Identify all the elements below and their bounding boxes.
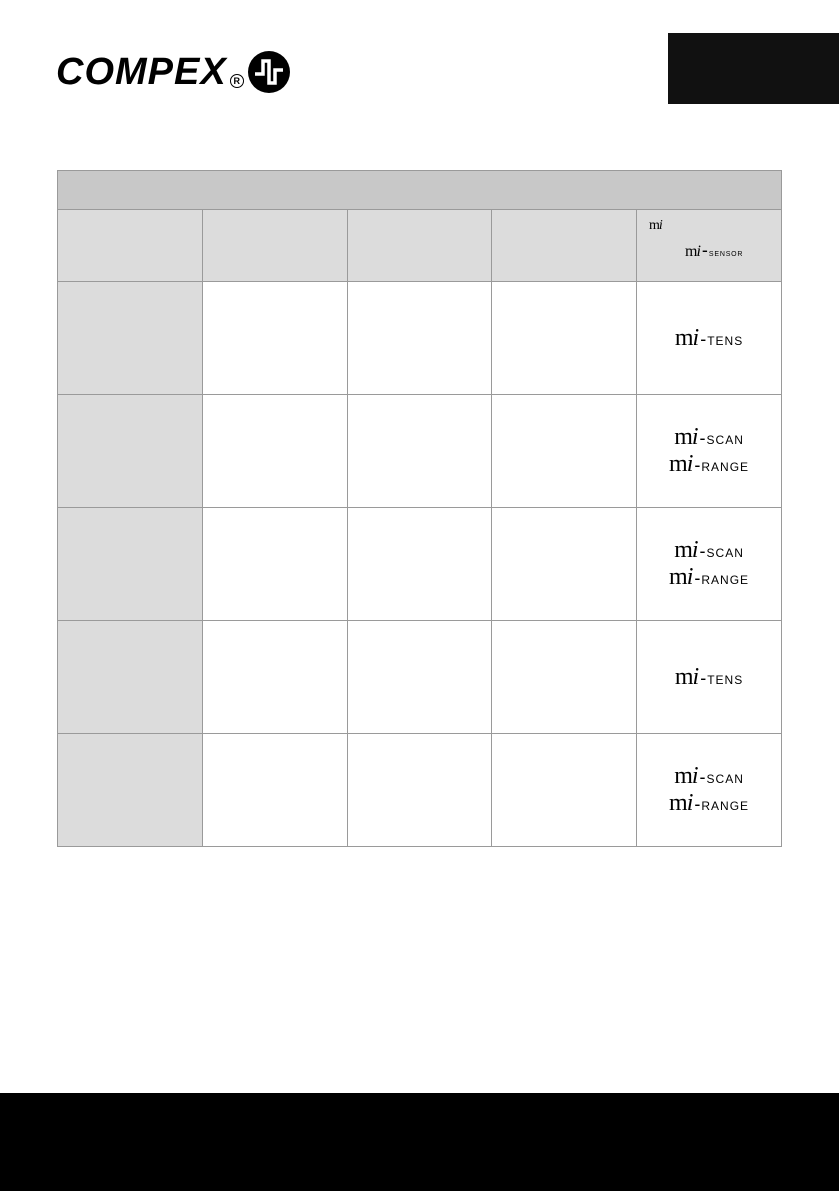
mi-function-table bbox=[57, 170, 781, 847]
mi-module-label: m i - TENS bbox=[674, 324, 744, 351]
row-label-cell bbox=[58, 621, 203, 734]
mi-module-label: m i - RANGE bbox=[669, 451, 750, 477]
row-label-cell bbox=[58, 395, 203, 508]
table-row bbox=[58, 508, 782, 621]
mi-module-cell bbox=[637, 734, 782, 847]
header-cell-4 bbox=[492, 210, 637, 282]
mi-module-cell bbox=[637, 282, 782, 395]
brand-name: COMPEX bbox=[56, 51, 227, 93]
table-header-row bbox=[58, 210, 782, 282]
registered-mark: R bbox=[230, 74, 244, 88]
header-cell-2 bbox=[203, 210, 348, 282]
mi-module-label: m i - SCAN bbox=[674, 424, 744, 450]
mi-module-label: m i - SCAN bbox=[674, 537, 744, 563]
table-row bbox=[58, 395, 782, 508]
table-title-bar bbox=[58, 171, 782, 210]
footer-bar bbox=[0, 1093, 839, 1191]
row-label-cell bbox=[58, 282, 203, 395]
mi-module-label: m i - RANGE bbox=[669, 564, 750, 590]
row-label-cell bbox=[58, 734, 203, 847]
header-cell-1 bbox=[58, 210, 203, 282]
mi-module-cell bbox=[637, 508, 782, 621]
row-label-cell bbox=[58, 508, 203, 621]
header-cell-3 bbox=[348, 210, 492, 282]
header-cell-mi bbox=[637, 210, 782, 282]
mi-logo-small: m i bbox=[649, 218, 663, 233]
page-tab-marker bbox=[668, 33, 839, 104]
compex-logo bbox=[56, 50, 291, 94]
table-row bbox=[58, 282, 782, 395]
mi-module-label: m i - SCAN bbox=[674, 763, 744, 789]
mi-module-label: m i - RANGE bbox=[669, 790, 750, 816]
compex-pulse-icon bbox=[247, 50, 291, 94]
mi-module-cell bbox=[637, 621, 782, 734]
mi-sensor-label: m i - SENSOR bbox=[685, 240, 744, 260]
table-row bbox=[58, 734, 782, 847]
table-row bbox=[58, 621, 782, 734]
mi-module-label: m i - TENS bbox=[674, 663, 744, 690]
mi-module-cell bbox=[637, 395, 782, 508]
